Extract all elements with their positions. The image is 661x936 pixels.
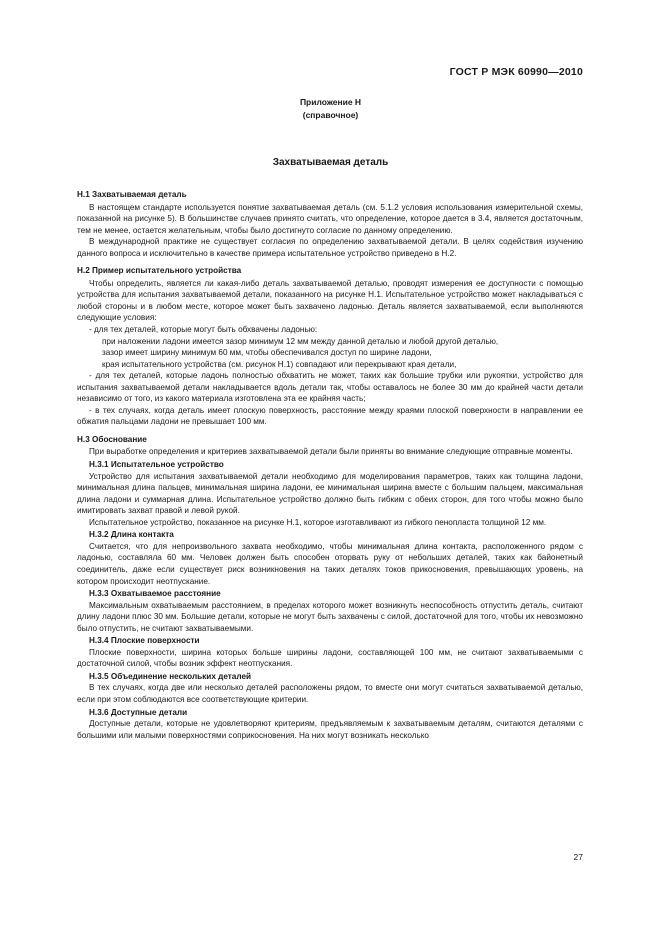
paragraph: В тех случаях, когда две или несколько деталей расположены рядом, то вместе они могут считаться захватываемой деталью, если при этом соблюдаются все соответствующие критерии. bbox=[77, 683, 583, 704]
document-code-header: ГОСТ Р МЭК 60990—2010 bbox=[449, 66, 583, 78]
paragraph: Доступные детали, которые не удовлетворяют критериям, предъявляемым к захватываемым деталям, считаются деталями с большими или малыми поверхностями соприкосновения. На них могут возникать несколько bbox=[77, 719, 583, 740]
section-heading-h3: Н.3 Обоснование bbox=[77, 434, 147, 444]
paragraph: В международной практике не существует согласия по определению захватываемой детали. В целях содействия изучению данного вопроса и исключительно в качестве примера испытательное устройство приведено в Н.2. bbox=[77, 237, 583, 258]
section-heading-h1: Н.1 Захватываемая деталь bbox=[77, 190, 187, 199]
section-heading-h2: Н.2 Пример испытательного устройства bbox=[77, 266, 242, 276]
subsection-heading-h32: Н.3.2 Длина контакта bbox=[89, 530, 174, 540]
paragraph: Максимальным охватываемым расстоянием, в пределах которого может возникнуть неспособность отпустить деталь, считают длину ладони плюс 30 мм. Большие детали, которые не могут быть захвачены с силой, достаточной для того, чтобы их невозможно было отпустить, не считают захватываемыми. bbox=[77, 600, 583, 633]
subsection-heading-h34: Н.3.4 Плоские поверхности bbox=[89, 636, 200, 646]
page-number: 27 bbox=[573, 852, 583, 862]
annex-title: Приложение Н bbox=[299, 97, 362, 107]
list-subitem: при наложении ладони имеется зазор минимум 12 мм между данной деталью и любой другой деталью, bbox=[102, 336, 499, 346]
annex-label bbox=[0, 96, 661, 122]
list-item: - для тех деталей, которые могут быть обхвачены ладонью: bbox=[89, 325, 318, 335]
paragraph: При выработке определения и критериев захватываемой детали были приняты во внимание следующие отправные моменты. bbox=[89, 447, 573, 457]
document-body bbox=[77, 189, 583, 741]
paragraph: Считается, что для непроизвольного захвата необходимо, чтобы минимальная длина контакта, расположенного рядом с ладонью, составляла 60 мм. Человек должен быть способен оторвать руку от небольших деталей, таких как байонетный соединитель, даже если существует риск возникновения на таких деталях токов прикосновения, превышающих уровень, на котором происходит неотпускание. bbox=[77, 541, 583, 586]
paragraph: Плоские поверхности, ширина которых больше ширины ладони, составляющей 100 мм, не считают захватываемыми с достаточной силой, чтобы возник эффект неотпускания. bbox=[77, 647, 583, 669]
subsection-heading-h35: Н.3.5 Объединение нескольких деталей bbox=[89, 671, 252, 681]
subsection-heading-h36: Н.3.6 Доступные детали bbox=[89, 707, 188, 717]
paragraph: Чтобы определить, является ли какая-либо деталь захватываемой деталью, проводят измерения ее доступности с помощью устройства для испытания захватываемой детали, показанного на рисунке Н.1. Испытательное устройство может накладываться с любой стороны и в любом месте, которое может быть захвачено ладонью. Деталь является захватываемой, если выполняются следующие условия: bbox=[77, 278, 583, 323]
list-subitem: зазор имеет ширину минимум 60 мм, чтобы обеспечивался доступ по ширине ладони, bbox=[102, 348, 432, 358]
list-item: - в тех случаях, когда деталь имеет плоскую поверхность, расстояние между краями плоской поверхности в направлении ее обжатия пальцами ладони не превышает 100 мм. bbox=[77, 405, 583, 427]
paragraph: В настоящем стандарте используется понятие захватываемая деталь (см. 5.1.2 условия использования измерительной схемы, показанной на рисунке 5). В большинстве случаев принято считать, что определение, которое дается в 3.4, является достаточным, тем не менее, остается желательным, чтобы было достигнуто согласие по данному определению. bbox=[77, 202, 583, 235]
paragraph: Устройство для испытания захватываемой детали необходимо для моделирования параметров, таких как толщина ладони, минимальная длина пальцев, минимальная ширина ладони, ее минимальная ширина вместе с большим пальцем, максимальная длина ладони и суммарная длина. Испытательное устройство должно быть гибким с обеих сторон, для того чтобы можно было имитировать захват правой и левой рукой. bbox=[77, 471, 583, 516]
annex-type: (справочное) bbox=[302, 110, 359, 120]
list-subitem: края испытательного устройства (см. рисунок Н.1) совпадают или перекрывают края детали, bbox=[102, 359, 457, 369]
list-item: - для тех деталей, которые ладонь полностью обхватить не может, таких как большие трубки или рукоятки, устройство для испытания захватываемой детали накладывается вдоль детали так, чтобы оставалось не более 30 мм до крайней части детали независимо от того, из какого материала изготовлена эта ее крайняя часть; bbox=[77, 371, 583, 404]
paragraph: Испытательное устройство, показанное на рисунке Н.1, которое изготавливают из гибкого пенопласта толщиной 12 мм. bbox=[89, 517, 547, 527]
subsection-heading-h33: Н.3.3 Охватываемое расстояние bbox=[89, 589, 221, 599]
annex-heading: Захватываемая деталь bbox=[272, 157, 389, 168]
subsection-heading-h31: Н.3.1 Испытательное устройство bbox=[89, 460, 224, 470]
